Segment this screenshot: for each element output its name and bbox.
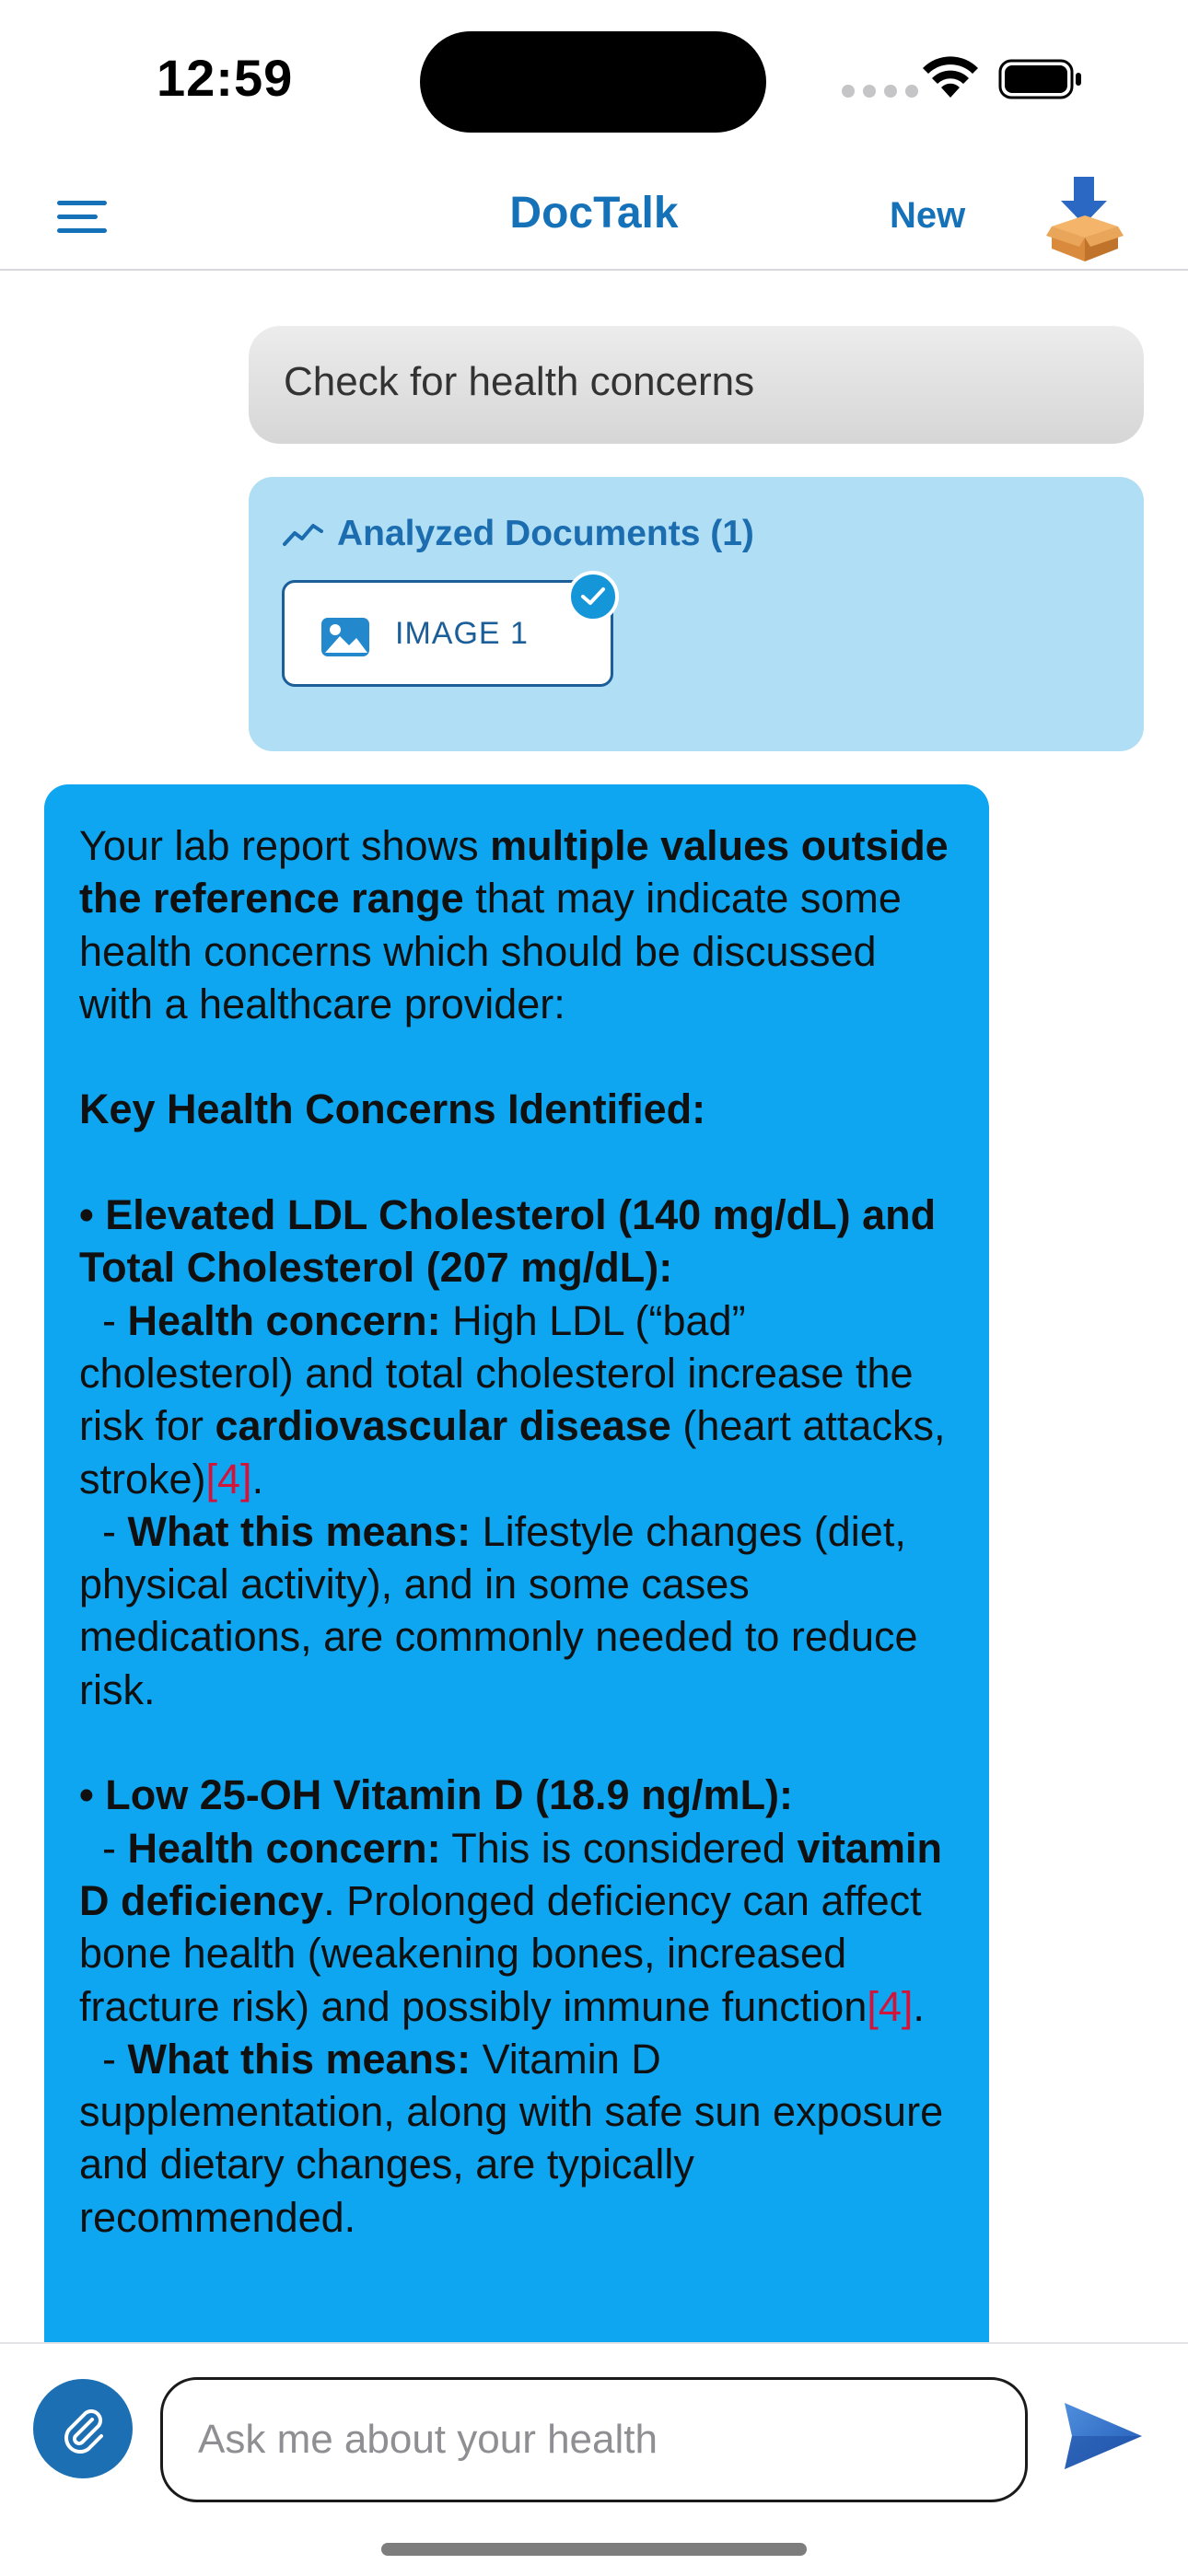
concern-2-detail: - Health concern: This is considered vitamin D deficiency. Prolonged deficiency can affect bone health (weakening bones, increased fracture risk) and possibly immune function[4]. (79, 1824, 954, 2030)
home-indicator (381, 2543, 807, 2556)
status-time: 12:59 (157, 49, 294, 107)
analyzed-documents-header (282, 514, 754, 554)
app-title: DocTalk (509, 189, 679, 238)
attach-button[interactable] (33, 2379, 133, 2478)
box-download-icon[interactable] (1046, 175, 1124, 263)
concern-2-meaning: - What this means: Vitamin D supplementation, along with safe sun exposure and dietary changes, are typically recommended. (79, 2035, 955, 2241)
document-chip-image-1[interactable] (282, 580, 613, 687)
document-chip-label: IMAGE 1 (395, 616, 529, 651)
citation-link[interactable]: [4] (205, 1455, 252, 1503)
send-icon[interactable] (1061, 2399, 1146, 2473)
message-input[interactable] (160, 2377, 1028, 2502)
input-bar (0, 2342, 1188, 2576)
analyzed-documents-card (249, 477, 1144, 751)
assistant-heading: Key Health Concerns Identified: (79, 1085, 706, 1133)
trend-icon (282, 518, 324, 550)
battery-icon (998, 59, 1083, 99)
paperclip-icon (57, 2403, 109, 2454)
concern-1-detail: - Health concern: High LDL (“bad” cholesterol) and total cholesterol increase the risk for cardiovascular disease (heart attacks, stroke)[4]. (79, 1296, 957, 1503)
status-bar (0, 0, 1188, 157)
assistant-intro: Your lab report shows multiple values outside the reference range that may indicate some health concerns which should be discussed with a healthcare provider: (79, 822, 961, 1027)
concern-1-meaning: - What this means: Lifestyle changes (diet, physical activity), and in some cases medications, are commonly needed to reduce risk. (79, 1507, 930, 1713)
concern-1-title: • Elevated LDL Cholesterol (140 mg/dL) and Total Cholesterol (207 mg/dL): (79, 1191, 948, 1292)
navigation-bar (0, 157, 1188, 271)
citation-link[interactable]: [4] (867, 1982, 914, 2030)
assistant-message-bubble (44, 784, 989, 2350)
wifi-icon (921, 55, 980, 101)
new-chat-button[interactable]: New (890, 195, 966, 236)
dynamic-island (420, 31, 766, 133)
user-message-text: Check for health concerns (284, 359, 755, 404)
image-icon (320, 616, 371, 658)
concern-2-title: • Low 25-OH Vitamin D (18.9 ng/mL): (79, 1771, 794, 1819)
analyzed-documents-title: Analyzed Documents (1) (337, 514, 754, 553)
cellular-signal-icon (842, 85, 918, 98)
check-icon (567, 571, 619, 622)
user-message-bubble (249, 326, 1144, 444)
